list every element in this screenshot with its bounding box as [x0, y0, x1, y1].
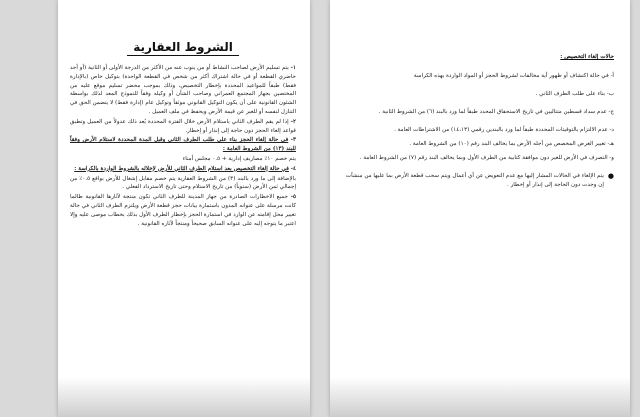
cancellation-case-a: أ- في حالة اكتشاف أو ظهور أية مخالفات لشروط الحجز أو المواد الواردة بهذه الكراسة	[413, 73, 614, 79]
paragraph-number: ٥-	[290, 194, 296, 201]
cancellation-case-d: د- عدم الالتزام بالتوقيتات المحددة طبقاً لما ورد بالبندين رقمي (١٤،١٣) من الاشتراطات العامة .	[394, 127, 614, 133]
paragraph-3-detail	[70, 155, 296, 164]
cancellation-case-e: هـ- تغيير الغرض المخصص من أجله الأرض بما يخالف البند رقم (١٠) من الشروط العامة .	[409, 141, 614, 147]
paragraph-number: ٢-	[290, 118, 296, 125]
paragraph-4-detail	[70, 175, 296, 193]
cancellation-note	[344, 172, 614, 190]
paragraph-text: إذا لم يقم الطرف الثاني باستلام الأرض خلال الفترة المحددة يُعد ذلك عدولاً من العميل وتطبق قواعد إلغاء الحجز دون حاجة إلى إنذار أو إخطار.	[70, 118, 296, 134]
paragraph-number: ٤-	[290, 165, 296, 172]
page-curl-shadow	[58, 377, 310, 417]
cancellation-case-b: ب- بناء على طلب الطرف الثاني .	[535, 91, 614, 97]
section-heading: حالات إلغاء التخصيص :	[560, 54, 614, 60]
paragraph-text: في حالة إلغاء الحجز بناء على طلب الطرف الثاني وقبل المدة المحددة لاستلام الأرض وفقاً للبند (١٣) من الشروط العامة :	[70, 137, 296, 153]
note-text: يتم الإلغاء في الحالات المشار إليها مع عدم التعويض عن أي أعمال ويتم سحب قطعة الأرض بما عليها من منشآت إن وجدت دون الحاجة إلى إنذار أو إخطار .	[345, 173, 604, 188]
paragraph-3	[70, 136, 296, 154]
paragraph-4	[70, 165, 296, 174]
cancellation-case-c: ج- عدم سداد قسطين متتاليين في تاريخ الاستحقاق المحدد طبقاً لما ورد بالبند (٦) من الشروط الثانية .	[378, 109, 614, 115]
paragraph-1	[70, 64, 296, 117]
page-curl-shadow	[330, 377, 630, 417]
paragraph-2	[70, 118, 296, 136]
cancellation-case-f: و- التصرف في الأرض للغير دون موافقة كتابية من الطرف الأول وبما يخالف البند رقم (٧) من الشروط العامة .	[359, 155, 614, 161]
right-document-page	[330, 0, 630, 417]
page-title: الشروط العقارية	[127, 40, 239, 56]
paragraph-text: يتم خصم ١٠٪ مصاريف إدارية + ٠.٥ مجلس أمناء	[182, 155, 296, 162]
bullet-icon: ●	[607, 172, 614, 180]
left-document-page	[58, 0, 310, 417]
paragraph-text: جميع الاخطارات الصادرة من جهاز المدينة للطرف الثاني تكون منتجة لآثارها القانونية طالما كانت مرسلة على عنوانه المدون باستمارة بيانات حجز قطعة الأرض ويلتزم الطرف الثاني في حالة تغيير محل إقامته عن الوارد في استمارة الحجز بإخطار الطرف الأول بذلك بخطاب موصى عليه وإلا اعتبر ما يتوجه إليه على عنوانه السابق صحيحاً ومنتجاً لآثاره القانونية .	[70, 194, 296, 227]
paragraph-text: في حالة إلغاء التخصيص بعد استلام الطرف الثاني للأرض لإخلاله بالشروط الواردة بالكراسة :	[74, 165, 289, 172]
paragraph-5	[70, 193, 296, 228]
paragraph-text: بالإضافة إلى ما ورد بالبند (٣) من الشروط العقارية يتم خصم مقابل إشغال للأرض بواقع ٠.٥٪ من إجمالي ثمن الأرض (سنوياً) من تاريخ الاستلام وحتى تاريخ الاسترداد الفعلي .	[70, 175, 296, 191]
paragraph-text: يتم تسليم الأرض لصاحب النشاط أو من ينوب عنه من الأكثر من الدرجة الأولى أو الثانية (أو أحد حاضري القطعة أو في حالة اشتراك أكثر من شخص في القطعة الواحدة) بتوكيل خاص (بالإدارة فقط) طبقاً للمواعيد المحددة بإخطار التخصيص، وذلك بموجب محضر تسليم موقع عليه من المختصين بجهاز المجتمع العمراني وصاحب الشأن أو وكيله وفقاً للنموذج المعد لذلك بواسطة الشئون القانونية على أن يكون التوكيل القانوني موثقاً وتوكيل عام (إدارة فقط) لا يتضمن الحق في التنازل لنفسه أو للغير عن قيمة الأرض ويحفظ في ملف العميل .	[70, 65, 296, 115]
paragraph-number: ١-	[290, 65, 296, 71]
paragraph-number: ٣-	[290, 137, 296, 144]
